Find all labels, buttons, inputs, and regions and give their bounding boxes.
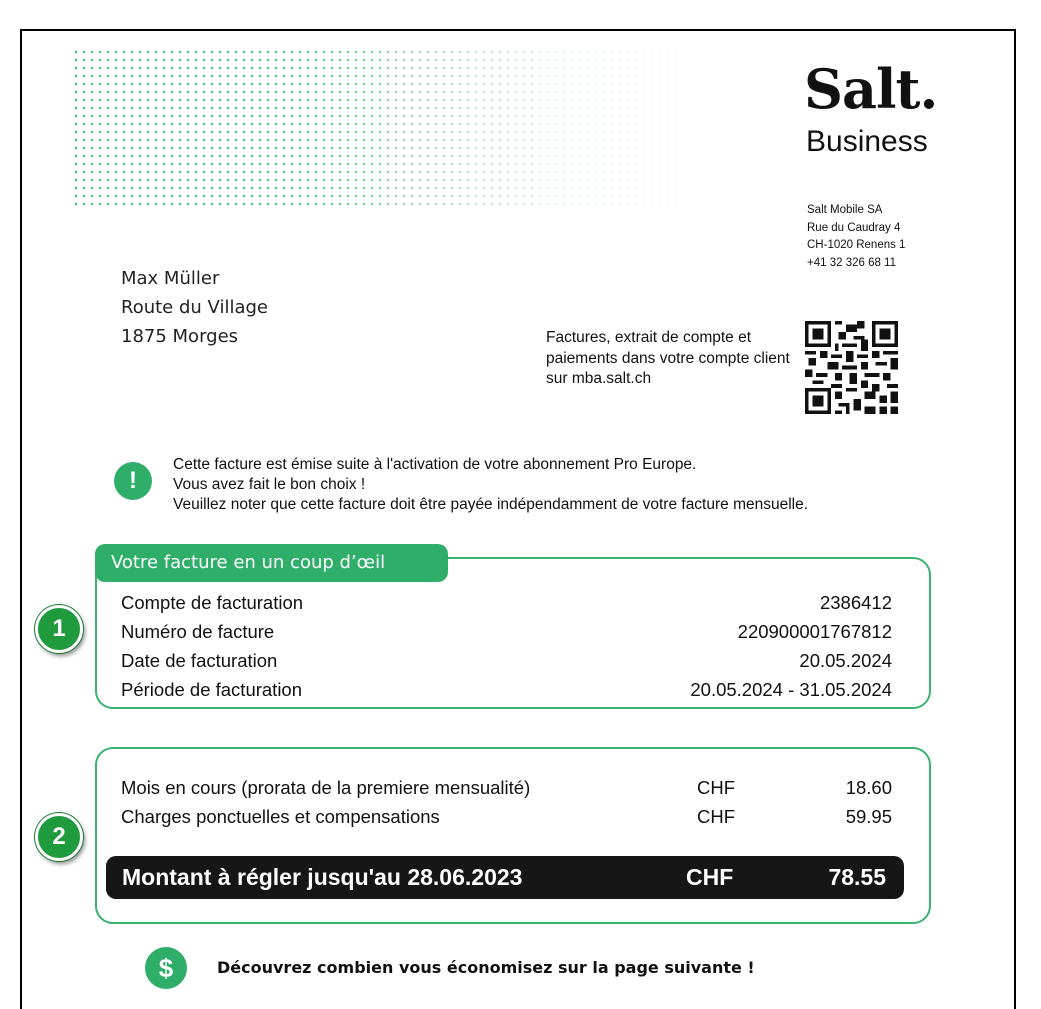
total-currency: CHF (686, 864, 734, 890)
charge-label: Mois en cours (prorata de la premiere mensualité) (121, 777, 531, 798)
overview-label: Numéro de facture (121, 621, 275, 642)
notice-line-2: Vous avez fait le bon choix ! (173, 476, 366, 493)
dollar-icon: $ (145, 947, 187, 989)
step-badge-2: 2 (35, 813, 83, 861)
overview-label: Date de facturation (121, 650, 278, 671)
total-amount: 78.55 (828, 864, 886, 890)
total-label: Montant à régler jusqu'au 28.06.2023 (122, 864, 523, 890)
customer-city: 1875 Morges (121, 326, 239, 347)
company-name: Salt Mobile SA (807, 204, 883, 216)
customer-address (121, 264, 268, 351)
charge-currency: CHF (697, 777, 736, 798)
portal-info: Factures, extrait de compte et paiements dans votre compte client sur mba.salt.ch (546, 329, 790, 387)
overview-value: 2386412 (819, 592, 892, 613)
overview-label: Compte de facturation (121, 592, 304, 613)
salt-logo-business: Business (806, 125, 928, 158)
charge-amount: 59.95 (845, 806, 892, 827)
customer-street: Route du Village (121, 297, 268, 318)
step-badge-1: 1 (35, 605, 83, 653)
exclamation-icon: ! (114, 462, 152, 500)
activation-notice (173, 455, 808, 515)
customer-name: Max Müller (121, 268, 220, 289)
overview-label: Période de facturation (121, 679, 303, 700)
charge-label: Charges ponctuelles et compensations (121, 806, 440, 827)
overview-value: 220900001767812 (737, 621, 892, 642)
charge-row (121, 802, 892, 831)
salt-logo: Salt. (804, 57, 938, 121)
savings-teaser: Découvrez combien vous économisez sur la page suivante ! (217, 958, 755, 977)
dot-pattern-decoration (72, 48, 722, 210)
notice-line-3: Veuillez noter que cette facture doit être payée indépendamment de votre facture mensuelle. (173, 496, 809, 513)
overview-title: Votre facture en un coup d’œil (95, 544, 448, 582)
total-due-bar (106, 856, 904, 899)
charge-row (121, 773, 892, 802)
charge-amount: 18.60 (845, 777, 892, 798)
company-street: Rue du Caudray 4 (807, 221, 901, 234)
overview-row (121, 646, 892, 675)
charge-currency: CHF (697, 806, 736, 827)
overview-value: 20.05.2024 - 31.05.2024 (690, 679, 892, 700)
overview-row (121, 588, 892, 617)
overview-value: 20.05.2024 (799, 650, 892, 671)
company-city: CH-1020 Renens 1 (807, 239, 906, 251)
company-address (807, 202, 905, 272)
overview-row (121, 675, 892, 704)
company-phone: +41 32 326 68 11 (807, 256, 896, 269)
notice-line-1: Cette facture est émise suite à l'activation de votre abonnement Pro Europe. (173, 456, 697, 473)
qr-code (805, 321, 898, 414)
overview-row (121, 617, 892, 646)
